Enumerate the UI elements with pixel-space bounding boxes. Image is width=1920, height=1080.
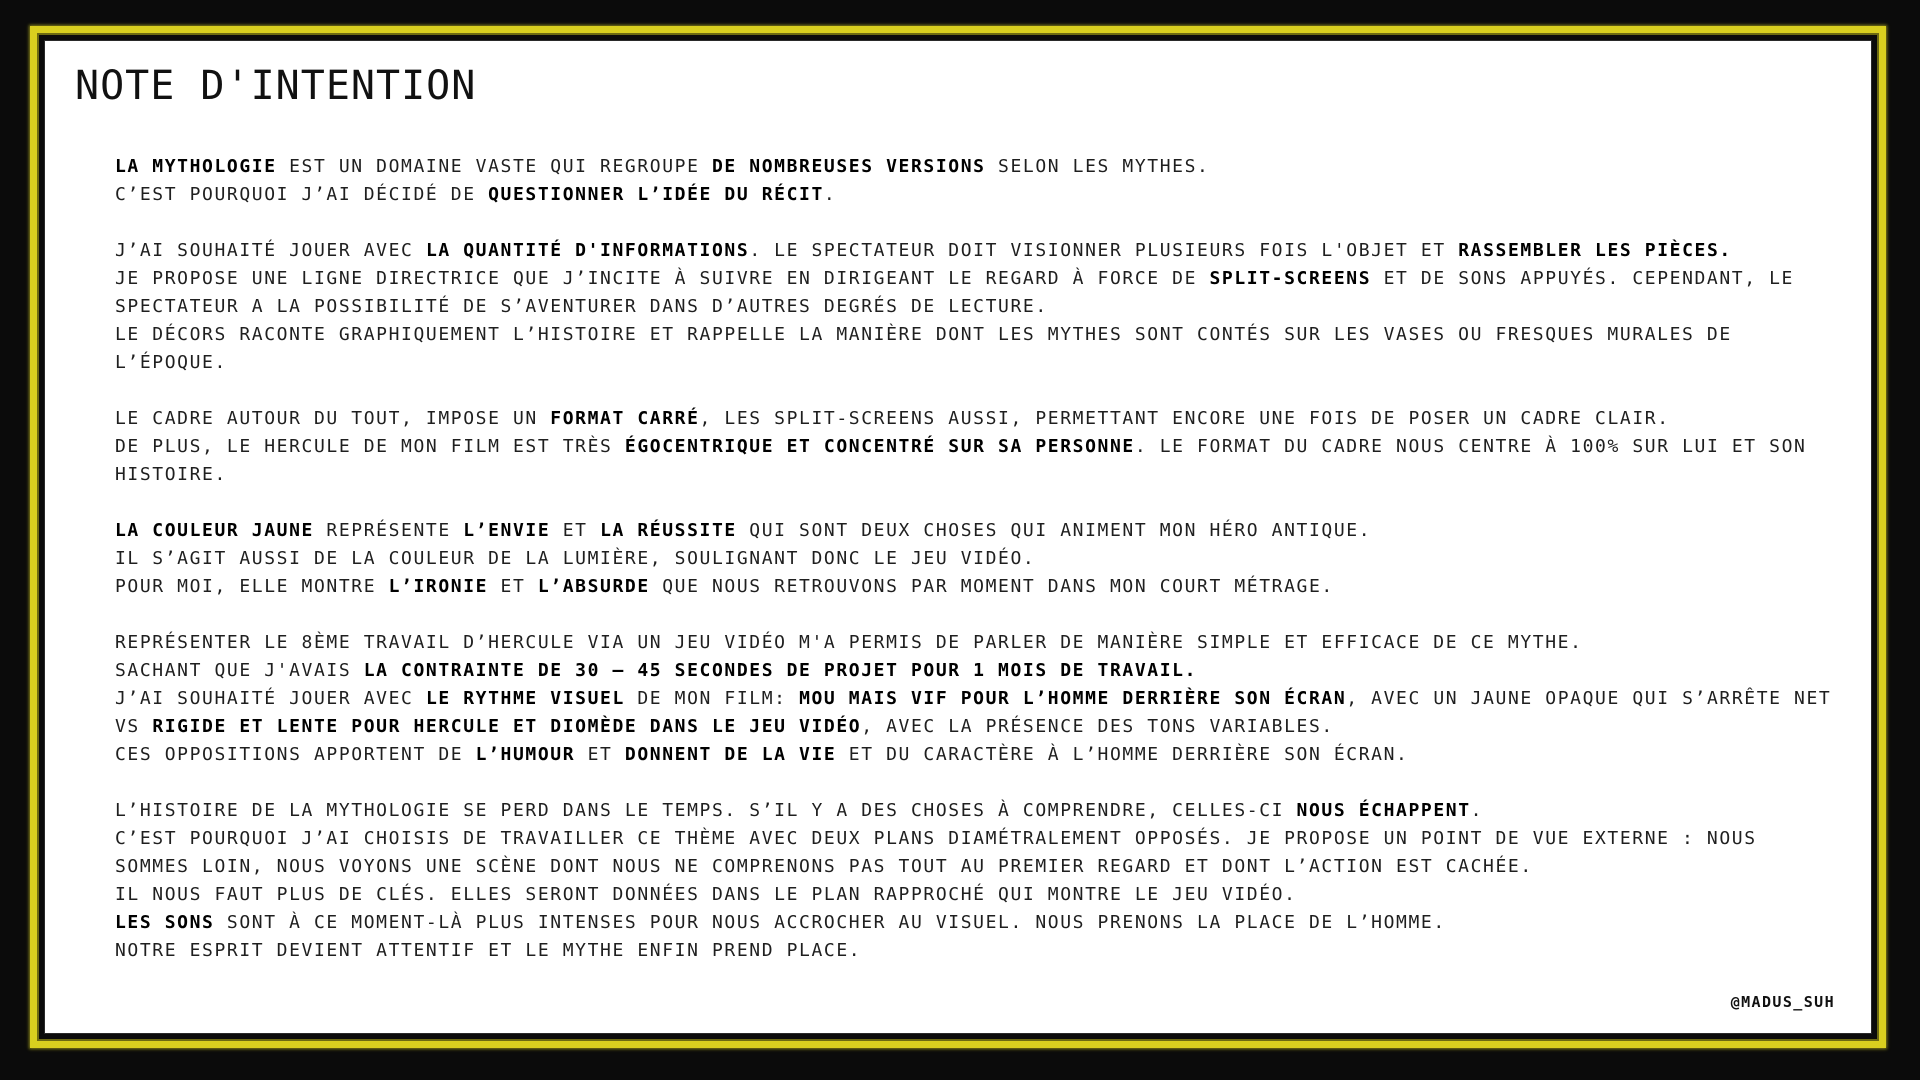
body-text: ET — [550, 520, 601, 541]
body-text: EST UN DOMAINE VASTE QUI REGROUPE — [276, 156, 712, 177]
emphasis-text: ÉGOCENTRIQUE ET CONCENTRÉ SUR SA PERSONNE — [624, 436, 1135, 457]
paragraph — [115, 405, 1835, 489]
body-text: DE MON FILM: — [624, 688, 800, 709]
body-text: ET DE SONS APPUYÉS. CEPENDANT, LE SPECTATEUR A LA POSSIBILITÉ DE S’AVENTURER DANS D’AUTRES DEGRÉS DE LECTURE. — [115, 268, 1807, 317]
emphasis-text: LA RÉUSSITE — [600, 520, 737, 541]
paragraph — [115, 153, 1835, 209]
emphasis-text: LA MYTHOLOGIE — [115, 156, 277, 177]
body-text: SONT À CE MOMENT-LÀ PLUS INTENSES POUR NOUS ACCROCHER AU VISUEL. NOUS PRENONS LA PLACE DE L’HOMME. — [214, 912, 1446, 933]
page-title: NOTE D'INTENTION — [75, 63, 477, 109]
text-line — [115, 321, 1835, 377]
body-text: , AVEC LA PRÉSENCE DES TONS VARIABLES. — [861, 716, 1334, 737]
body-text: ET — [575, 744, 625, 765]
content-panel — [44, 40, 1872, 1034]
body-text: J’AI SOUHAITÉ JOUER AVEC — [115, 688, 426, 709]
body-text: ET DU CARACTÈRE À L’HOMME DERRIÈRE SON ÉCRAN. — [836, 744, 1409, 765]
body-text: . — [1470, 800, 1484, 821]
text-line — [115, 265, 1835, 321]
paragraph — [115, 517, 1835, 601]
emphasis-text: LES SONS — [115, 912, 215, 933]
body-text: , AVEC UN JAUNE OPAQUE QUI S’ARRÊTE NET VS — [115, 688, 1844, 737]
body-text: POUR MOI, ELLE MONTRE — [115, 576, 389, 597]
text-line — [115, 741, 1835, 769]
body-text: . — [823, 184, 837, 205]
paragraph — [115, 237, 1835, 377]
text-line — [115, 825, 1835, 881]
text-line — [115, 881, 1835, 909]
emphasis-text: LA CONTRAINTE DE 30 – 45 SECONDES DE PROJET POUR 1 MOIS DE TRAVAIL. — [363, 660, 1198, 681]
emphasis-text: LA QUANTITÉ D'INFORMATIONS — [425, 240, 750, 261]
body-text: L’HISTOIRE DE LA MYTHOLOGIE SE PERD DANS LE TEMPS. S’IL Y A DES CHOSES À COMPRENDRE, CELLES-CI — [115, 800, 1297, 821]
body-text: LE DÉCORS RACONTE GRAPHIQUEMENT L’HISTOIRE ET RAPPELLE LA MANIÈRE DONT LES MYTHES SONT CONTÉS SUR LES VASES OU FRESQUES MURALES DE L’ÉPOQUE. — [115, 324, 1745, 373]
body-text: REPRÉSENTE — [314, 520, 464, 541]
emphasis-text: DONNENT DE LA VIE — [624, 744, 837, 765]
intention-text — [115, 153, 1844, 993]
emphasis-text: NOUS ÉCHAPPENT — [1296, 800, 1471, 821]
text-line — [115, 685, 1844, 741]
emphasis-text: RIGIDE ET LENTE POUR HERCULE ET DIOMÈDE DANS LE JEU VIDÉO — [152, 716, 862, 737]
text-line — [115, 545, 1835, 573]
body-text: SELON LES MYTHES. — [985, 156, 1210, 177]
emphasis-text: RASSEMBLER LES PIÈCES. — [1458, 240, 1732, 261]
text-line — [115, 629, 1835, 657]
text-line — [115, 909, 1835, 937]
text-line — [115, 405, 1835, 433]
body-text: , LES SPLIT-SCREENS AUSSI, PERMETTANT ENCORE UNE FOIS DE POSER UN CADRE CLAIR. — [699, 408, 1670, 429]
body-text: . LE SPECTATEUR DOIT VISIONNER PLUSIEURS FOIS L'OBJET ET — [749, 240, 1459, 261]
emphasis-text: SPLIT-SCREENS — [1209, 268, 1372, 289]
emphasis-text: LA COULEUR JAUNE — [115, 520, 314, 541]
text-line — [115, 237, 1835, 265]
emphasis-text: FORMAT CARRÉ — [550, 408, 700, 429]
text-line — [115, 433, 1835, 489]
emphasis-text: L’ENVIE — [463, 520, 551, 541]
emphasis-text: L’IRONIE — [388, 576, 489, 597]
body-text: QUI SONT DEUX CHOSES QUI ANIMENT MON HÉRO ANTIQUE. — [736, 520, 1372, 541]
body-text: REPRÉSENTER LE 8ÈME TRAVAIL D’HERCULE VIA UN JEU VIDÉO M'A PERMIS DE PARLER DE MANIÈRE SIMPLE ET EFFICACE DE CE MYTHE. — [115, 632, 1583, 653]
body-text: NOTRE ESPRIT DEVIENT ATTENTIF ET LE MYTHE ENFIN PREND PLACE. — [115, 940, 862, 961]
body-text: LE CADRE AUTOUR DU TOUT, IMPOSE UN — [115, 408, 551, 429]
body-text: CES OPPOSITIONS APPORTENT DE — [115, 744, 476, 765]
author-handle: @MADUS_SUH — [1730, 993, 1835, 1011]
body-text: C’EST POURQUOI J’AI DÉCIDÉ DE — [115, 184, 489, 205]
body-text: C’EST POURQUOI J’AI CHOISIS DE TRAVAILLER CE THÈME AVEC DEUX PLANS DIAMÉTRALEMENT OPPOSÉS. JE PROPOSE UN POINT DE VUE EXTERNE : NOUS SOMMES LOIN, NOUS VOYONS UNE SCÈNE DONT NOUS NE COMPRENONS PAS TOUT AU PREMIER REGARD ET DONT L’ACTION EST CACHÉE. — [115, 828, 1770, 877]
text-line — [115, 937, 1835, 965]
body-text: ET — [488, 576, 538, 597]
text-line — [115, 657, 1835, 685]
body-text: SACHANT QUE J'AVAIS — [115, 660, 364, 681]
text-line — [115, 517, 1835, 545]
body-text: J’AI SOUHAITÉ JOUER AVEC — [115, 240, 426, 261]
body-text: IL S’AGIT AUSSI DE LA COULEUR DE LA LUMIÈRE, SOULIGNANT DONC LE JEU VIDÉO. — [115, 548, 1036, 569]
paragraph — [115, 797, 1835, 965]
emphasis-text: QUESTIONNER L’IDÉE DU RÉCIT — [488, 184, 824, 205]
body-text: IL NOUS FAUT PLUS DE CLÉS. ELLES SERONT DONNÉES DANS LE PLAN RAPPROCHÉ QUI MONTRE LE JEU VIDÉO. — [115, 884, 1297, 905]
text-line — [115, 181, 1835, 209]
emphasis-text: L’HUMOUR — [475, 744, 576, 765]
paragraph — [115, 629, 1844, 769]
text-line — [115, 797, 1835, 825]
body-text: . LE FORMAT DU CADRE NOUS CENTRE À 100% SUR LUI ET SON HISTOIRE. — [115, 436, 1819, 485]
body-text: JE PROPOSE UNE LIGNE DIRECTRICE QUE J’INCITE À SUIVRE EN DIRIGEANT LE REGARD À FORCE DE — [115, 268, 1210, 289]
emphasis-text: DE NOMBREUSES VERSIONS — [711, 156, 986, 177]
emphasis-text: MOU MAIS VIF POUR L’HOMME DERRIÈRE SON ÉCRAN — [799, 688, 1347, 709]
emphasis-text: LE RYTHME VISUEL — [425, 688, 625, 709]
body-text: QUE NOUS RETROUVONS PAR MOMENT DANS MON COURT MÉTRAGE. — [649, 576, 1334, 597]
text-line — [115, 153, 1835, 181]
body-text: DE PLUS, LE HERCULE DE MON FILM EST TRÈS — [115, 436, 625, 457]
emphasis-text: L’ABSURDE — [537, 576, 650, 597]
text-line — [115, 573, 1835, 601]
